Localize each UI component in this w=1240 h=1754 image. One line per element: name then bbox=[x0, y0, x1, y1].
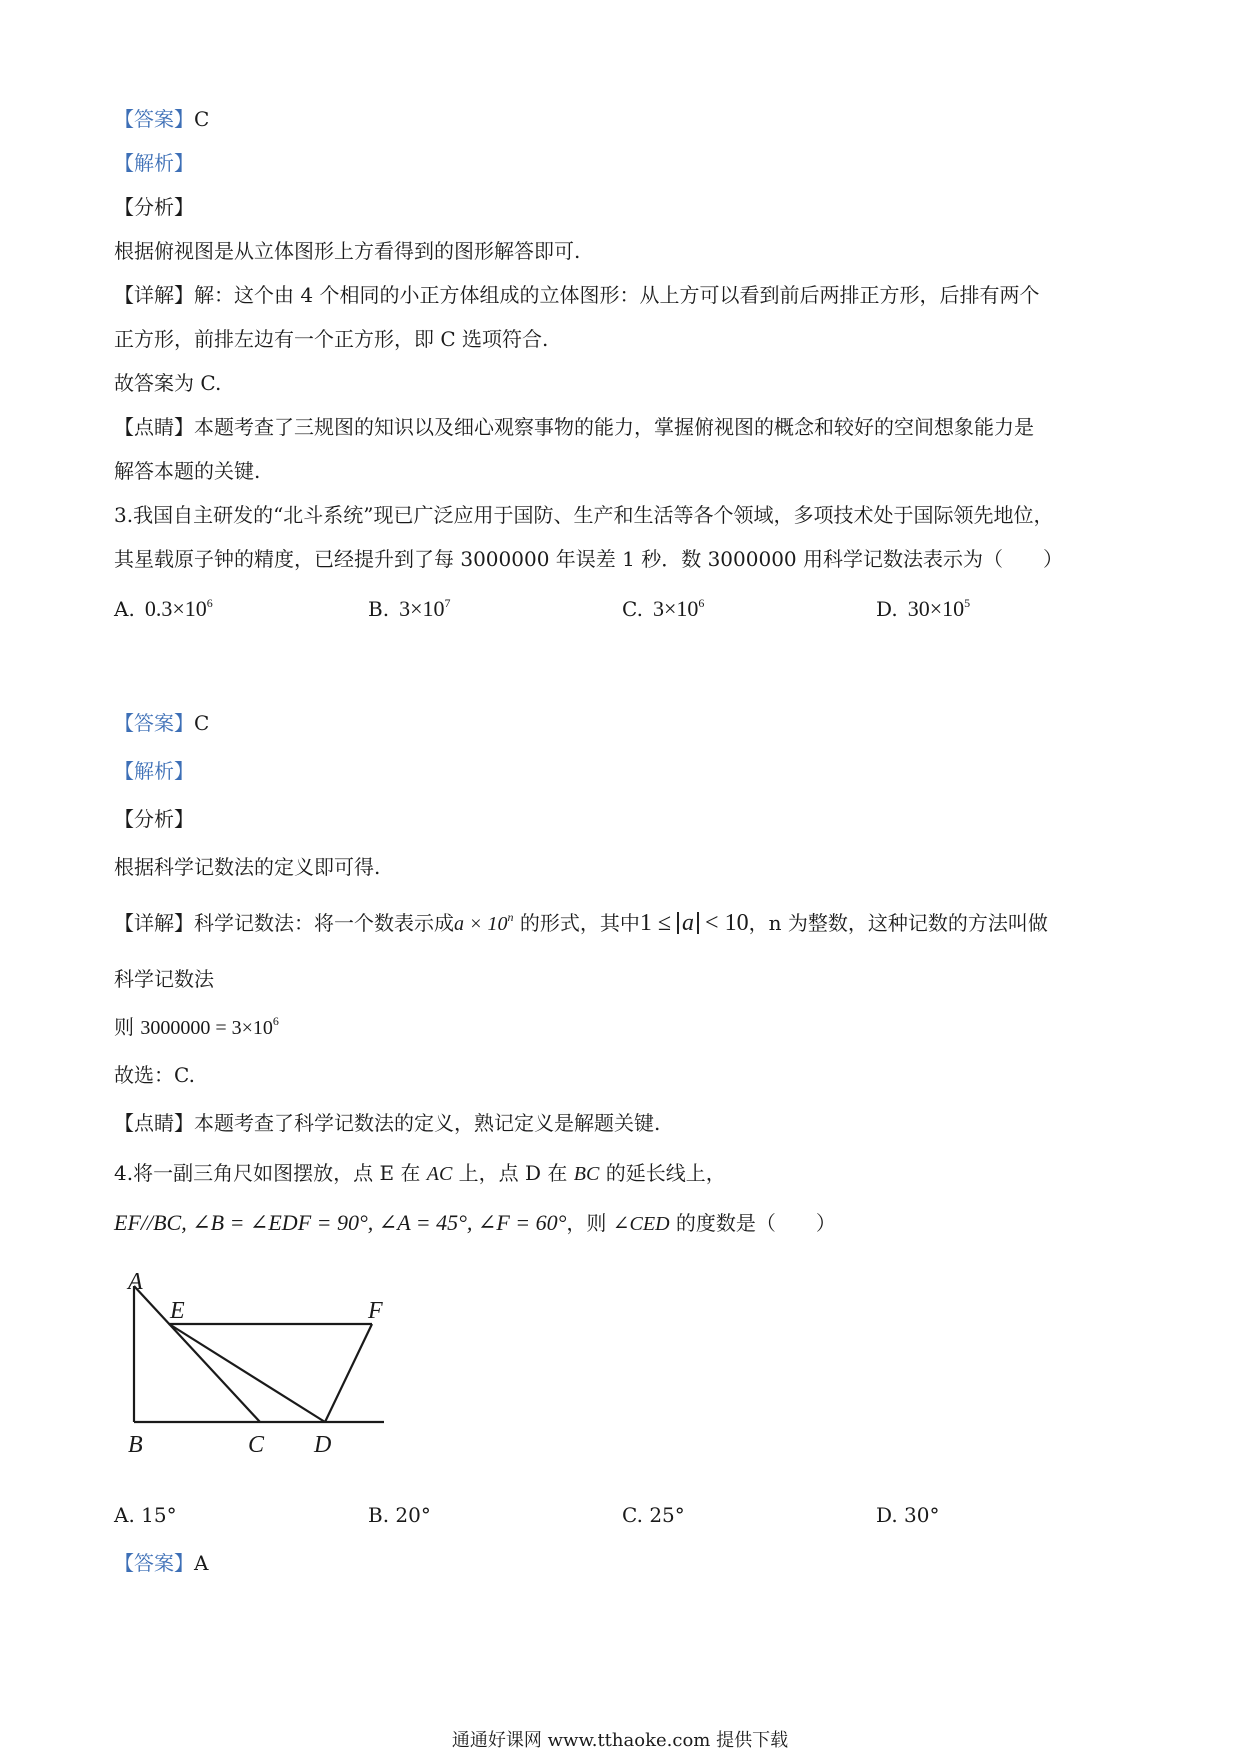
dianjing-label: 【点睛】 bbox=[114, 1111, 194, 1135]
segment-ac-line bbox=[134, 1286, 260, 1422]
label-d: D bbox=[314, 1432, 332, 1458]
ineq-left: 1 ≤ bbox=[639, 910, 678, 936]
label-c: C bbox=[248, 1432, 265, 1458]
q3-fenxi-text: 根据科学记数法的定义即可得. bbox=[114, 855, 381, 879]
option-base: 0.3×10 bbox=[144, 596, 207, 621]
q4-option-a bbox=[114, 1502, 177, 1528]
answer-label: 【答案】 bbox=[114, 1551, 194, 1575]
q4-answer bbox=[114, 1550, 208, 1576]
option-base: 3×10 bbox=[652, 596, 699, 621]
q4-text-e: 的度数是（ ） bbox=[669, 1211, 836, 1235]
q4-text-b: 上，点 D 在 bbox=[452, 1161, 574, 1185]
option-value: 20° bbox=[395, 1503, 431, 1527]
segment-ac: AC bbox=[426, 1163, 453, 1185]
xiangjie-label: 【详解】 bbox=[114, 283, 194, 307]
formula-base: a × 10 bbox=[454, 913, 508, 935]
dianjing-text: 本题考查了三规图的知识以及细心观察事物的能力，掌握俯视图的概念和较好的空间想象能力是 bbox=[194, 415, 1034, 439]
option-letter: A. bbox=[114, 1503, 135, 1527]
answer-value: C bbox=[194, 711, 210, 735]
gu-answer-1: 故答案为 C. bbox=[114, 371, 222, 395]
xiangjie-inequality bbox=[640, 910, 749, 936]
dianjing-line-1a bbox=[114, 414, 1034, 440]
option-exp: 7 bbox=[444, 596, 451, 610]
dianjing-text: 本题考查了科学记数法的定义，熟记定义是解题关键. bbox=[194, 1111, 661, 1135]
q3-option-d bbox=[876, 596, 970, 622]
option-exp: 5 bbox=[964, 596, 971, 610]
q4-stem-line1 bbox=[114, 1160, 726, 1187]
jiexi-label-1: 【解析】 bbox=[114, 151, 194, 175]
ze-base: 3000000 = 3×10 bbox=[140, 1017, 273, 1039]
q3-guxuan: 故选：C. bbox=[114, 1063, 195, 1087]
option-value: 15° bbox=[141, 1503, 177, 1527]
xiangjie-line-1a bbox=[114, 282, 1039, 308]
option-letter: D. bbox=[876, 597, 898, 621]
xiangjie-text-a: 科学记数法：将一个数表示成 bbox=[194, 911, 454, 935]
option-letter: B. bbox=[368, 1503, 390, 1527]
ze-prefix: 则 bbox=[114, 1015, 141, 1039]
q4-triangle-figure bbox=[120, 1272, 400, 1468]
q4-text-c: 的延长线上， bbox=[599, 1161, 726, 1185]
option-letter: A. bbox=[114, 597, 135, 621]
angle-ced: ∠CED bbox=[612, 1213, 670, 1235]
fenxi-text-1: 根据俯视图是从立体图形上方看得到的图形解答即可. bbox=[114, 239, 581, 263]
option-letter: B. bbox=[368, 597, 390, 621]
q4-text-a: 4.将一副三角尺如图摆放，点 E 在 bbox=[114, 1161, 427, 1185]
q3-dianjing bbox=[114, 1110, 660, 1136]
answer-label: 【答案】 bbox=[114, 107, 194, 131]
xiangjie-label: 【详解】 bbox=[114, 911, 194, 935]
xiangjie-formula bbox=[454, 910, 514, 935]
xiangjie-text-b: 的形式，其中 bbox=[513, 911, 640, 935]
q4-text-d: ，则 bbox=[566, 1211, 613, 1235]
q4-option-d bbox=[876, 1502, 940, 1528]
option-value: 25° bbox=[649, 1503, 685, 1527]
xiangjie-line-1b: 正方形，前排左边有一个正方形，即 C 选项符合. bbox=[114, 327, 549, 351]
xiangjie-text-c: ，n 为整数，这种记数的方法叫做 bbox=[748, 911, 1048, 935]
segment-bc: BC bbox=[573, 1163, 600, 1185]
q3-fenxi-label: 【分析】 bbox=[114, 807, 194, 831]
q4-stem-line2 bbox=[114, 1210, 836, 1237]
label-b: B bbox=[128, 1432, 143, 1458]
q3-ze-line bbox=[114, 1014, 279, 1041]
option-exp: 6 bbox=[206, 596, 213, 610]
option-letter: C. bbox=[622, 597, 643, 621]
q3-jiexi-label: 【解析】 bbox=[114, 759, 194, 783]
option-letter: C. bbox=[622, 1503, 643, 1527]
q4-option-c bbox=[622, 1502, 685, 1528]
q3-xiangjie-line2: 科学记数法 bbox=[114, 967, 214, 991]
q3-answer bbox=[114, 710, 209, 736]
option-exp: 6 bbox=[698, 596, 705, 610]
fenxi-label-1: 【分析】 bbox=[114, 195, 194, 219]
answer-value: C bbox=[194, 107, 210, 131]
label-e: E bbox=[170, 1298, 185, 1324]
q3-option-b bbox=[368, 596, 450, 622]
q3-stem-line2: 其星载原子钟的精度，已经提升到了每 3000000 年误差 1 秒．数 3000000 用科学记数法表示为（ ） bbox=[114, 547, 1064, 571]
dianjing-line-1b: 解答本题的关键. bbox=[114, 459, 261, 483]
answer-line-1 bbox=[114, 106, 209, 132]
page-footer: 通通好课网 www.tthaoke.com 提供下载 bbox=[451, 1730, 789, 1751]
ze-formula bbox=[140, 1014, 279, 1039]
abs-value: a bbox=[677, 912, 699, 934]
q3-stem-line1: 3.我国自主研发的“北斗系统”现已广泛应用于国防、生产和生活等各个领域，多项技术处于国际领先地位， bbox=[114, 503, 1054, 527]
q3-option-a bbox=[114, 596, 213, 622]
option-letter: D. bbox=[876, 1503, 898, 1527]
q3-option-c bbox=[622, 596, 704, 622]
answer-label: 【答案】 bbox=[114, 711, 194, 735]
ze-exp: 6 bbox=[272, 1014, 279, 1028]
q3-xiangjie-line1 bbox=[114, 910, 1048, 937]
formula-exp: n bbox=[507, 910, 514, 924]
option-base: 30×10 bbox=[907, 596, 965, 621]
q4-conditions: EF//BC, ∠B = ∠EDF = 90°, ∠A = 45°, ∠F = 60° bbox=[114, 1210, 567, 1235]
q4-option-b bbox=[368, 1502, 431, 1528]
xiangjie-text: 解：这个由 4 个相同的小正方体组成的立体图形：从上方可以看到前后两排正方形，后排有两个 bbox=[194, 283, 1040, 307]
segment-fd bbox=[325, 1324, 372, 1422]
label-f: F bbox=[368, 1298, 383, 1324]
dianjing-label: 【点睛】 bbox=[114, 415, 194, 439]
ineq-right: < 10 bbox=[699, 910, 749, 936]
option-base: 3×10 bbox=[399, 596, 445, 621]
label-a: A bbox=[128, 1272, 143, 1295]
option-value: 30° bbox=[904, 1503, 940, 1527]
answer-value: A bbox=[194, 1551, 209, 1575]
